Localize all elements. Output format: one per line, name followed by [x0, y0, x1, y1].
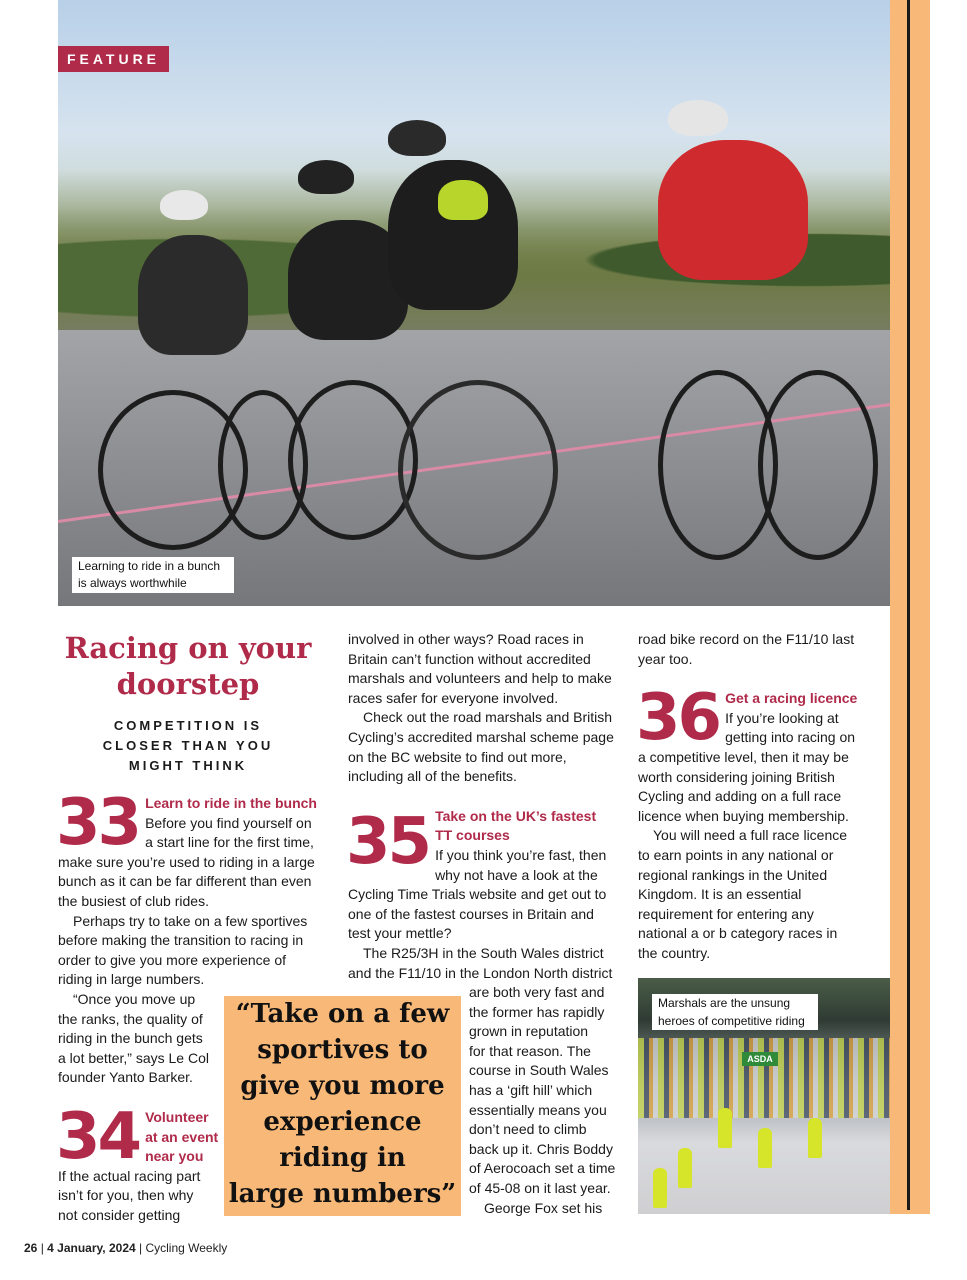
body-paragraph: involved in other ways? Road races in Britain can’t function without accredited marshals and volunteers and help to make races safer for everyone involved. — [348, 631, 612, 706]
marshal-figure — [718, 1108, 732, 1148]
side-accent-line — [907, 0, 910, 1210]
pull-quote: “Take on a few sportives to give you more experience riding in large numbers” — [224, 996, 461, 1216]
tip-title: Get a racing licence — [725, 690, 858, 707]
tip-number: 33 — [56, 786, 140, 860]
marshal-figure — [678, 1148, 692, 1188]
photo-crowd — [638, 1038, 890, 1118]
page-number: 26 — [24, 1241, 38, 1255]
page-footer: 26 | 4 January, 2024 | Cycling Weekly — [24, 1241, 228, 1255]
marshal-figure — [653, 1168, 667, 1208]
tip-quote-cont: the ranks, the quality of riding in the bunch gets a lot better,” says Le Col founder Yanto Barker. — [58, 1010, 209, 1086]
tip-number: 35 — [346, 804, 430, 879]
marshal-figure — [758, 1128, 772, 1168]
tip-number: 36 — [636, 681, 720, 756]
tip-title: Take on the UK’s fastest TT courses — [435, 807, 597, 844]
body-paragraph: road bike record on the F11/10 last year too. — [638, 631, 855, 667]
side-accent-strip — [890, 0, 930, 1214]
tip-body: If you’re looking at getting into racing on a competitive level, then it may be worth considering joining British Cycling and adding on a full race licence when buying membership. — [638, 709, 856, 824]
headline: Racing on your doorstep — [64, 631, 312, 701]
tip-body: Perhaps try to take on a few sportives before making the transition to racing in order to give you more experience of riding in large numbers. — [58, 912, 308, 988]
tip-body: The R25/3H in the South Wales district and the F11/10 in the London North district — [348, 944, 613, 981]
tip-number: 34 — [56, 1099, 140, 1174]
rider — [658, 100, 888, 560]
magazine-name: Cycling Weekly — [145, 1241, 228, 1255]
hero-caption: Learning to ride in a bunch is always worthwhile — [72, 557, 234, 593]
tip-title: Learn to ride in the bunch — [145, 795, 317, 811]
tip-body: You will need a full race licence to earn points in any national or regional rankings in the United Kingdom. It is an essential requirement for entering any national a or b category races in the country. — [638, 827, 848, 961]
tip-quote: “Once you move up — [73, 990, 196, 1007]
tip-body: Before you find yourself on a start line for the first time, make sure you’re used to riding in a large bunch as it can be far different than even the busiest of club rides. — [58, 814, 315, 909]
issue-date: 4 January, 2024 — [47, 1241, 136, 1255]
body-paragraph: Check out the road marshals and British Cycling’s accredited marshal scheme page on the BC website to find out more, including all of the benefits. — [348, 709, 614, 785]
section-tag: FEATURE — [58, 46, 169, 72]
photo2-caption: Marshals are the unsung heroes of competitive riding — [652, 994, 818, 1030]
article-column-3 — [638, 630, 860, 964]
hero-photo-cyclists — [58, 0, 890, 606]
tip-36 — [636, 681, 860, 963]
tip-title: Volunteer at an event near you — [145, 1108, 219, 1165]
asda-sign: ASDA — [742, 1052, 778, 1066]
rider — [378, 120, 598, 560]
standfirst: COMPETITION IS CLOSER THAN YOU MIGHT THINK — [102, 718, 274, 773]
tip-34: 34 Volunteer at an event near you If the actual racing part isn’t for you, then why not consider getting — [56, 1099, 219, 1223]
tip-body-wrapped: are both very fast and the former has rapidly grown in reputation for that reason. The course in South Wales has a ‘gift hill’ which essentially means you don’t need to climb back up it. Chris Boddy of Aerocoach set a time of 45-08 on it last year. George Fox set his — [469, 984, 616, 1216]
rider — [98, 190, 298, 550]
marshal-figure — [808, 1118, 822, 1158]
tip-body: If you think you’re fast, then why not have a look at the Cycling Time Trials website and get out to one of the fastest courses in Britain and test your mettle? — [348, 846, 607, 942]
